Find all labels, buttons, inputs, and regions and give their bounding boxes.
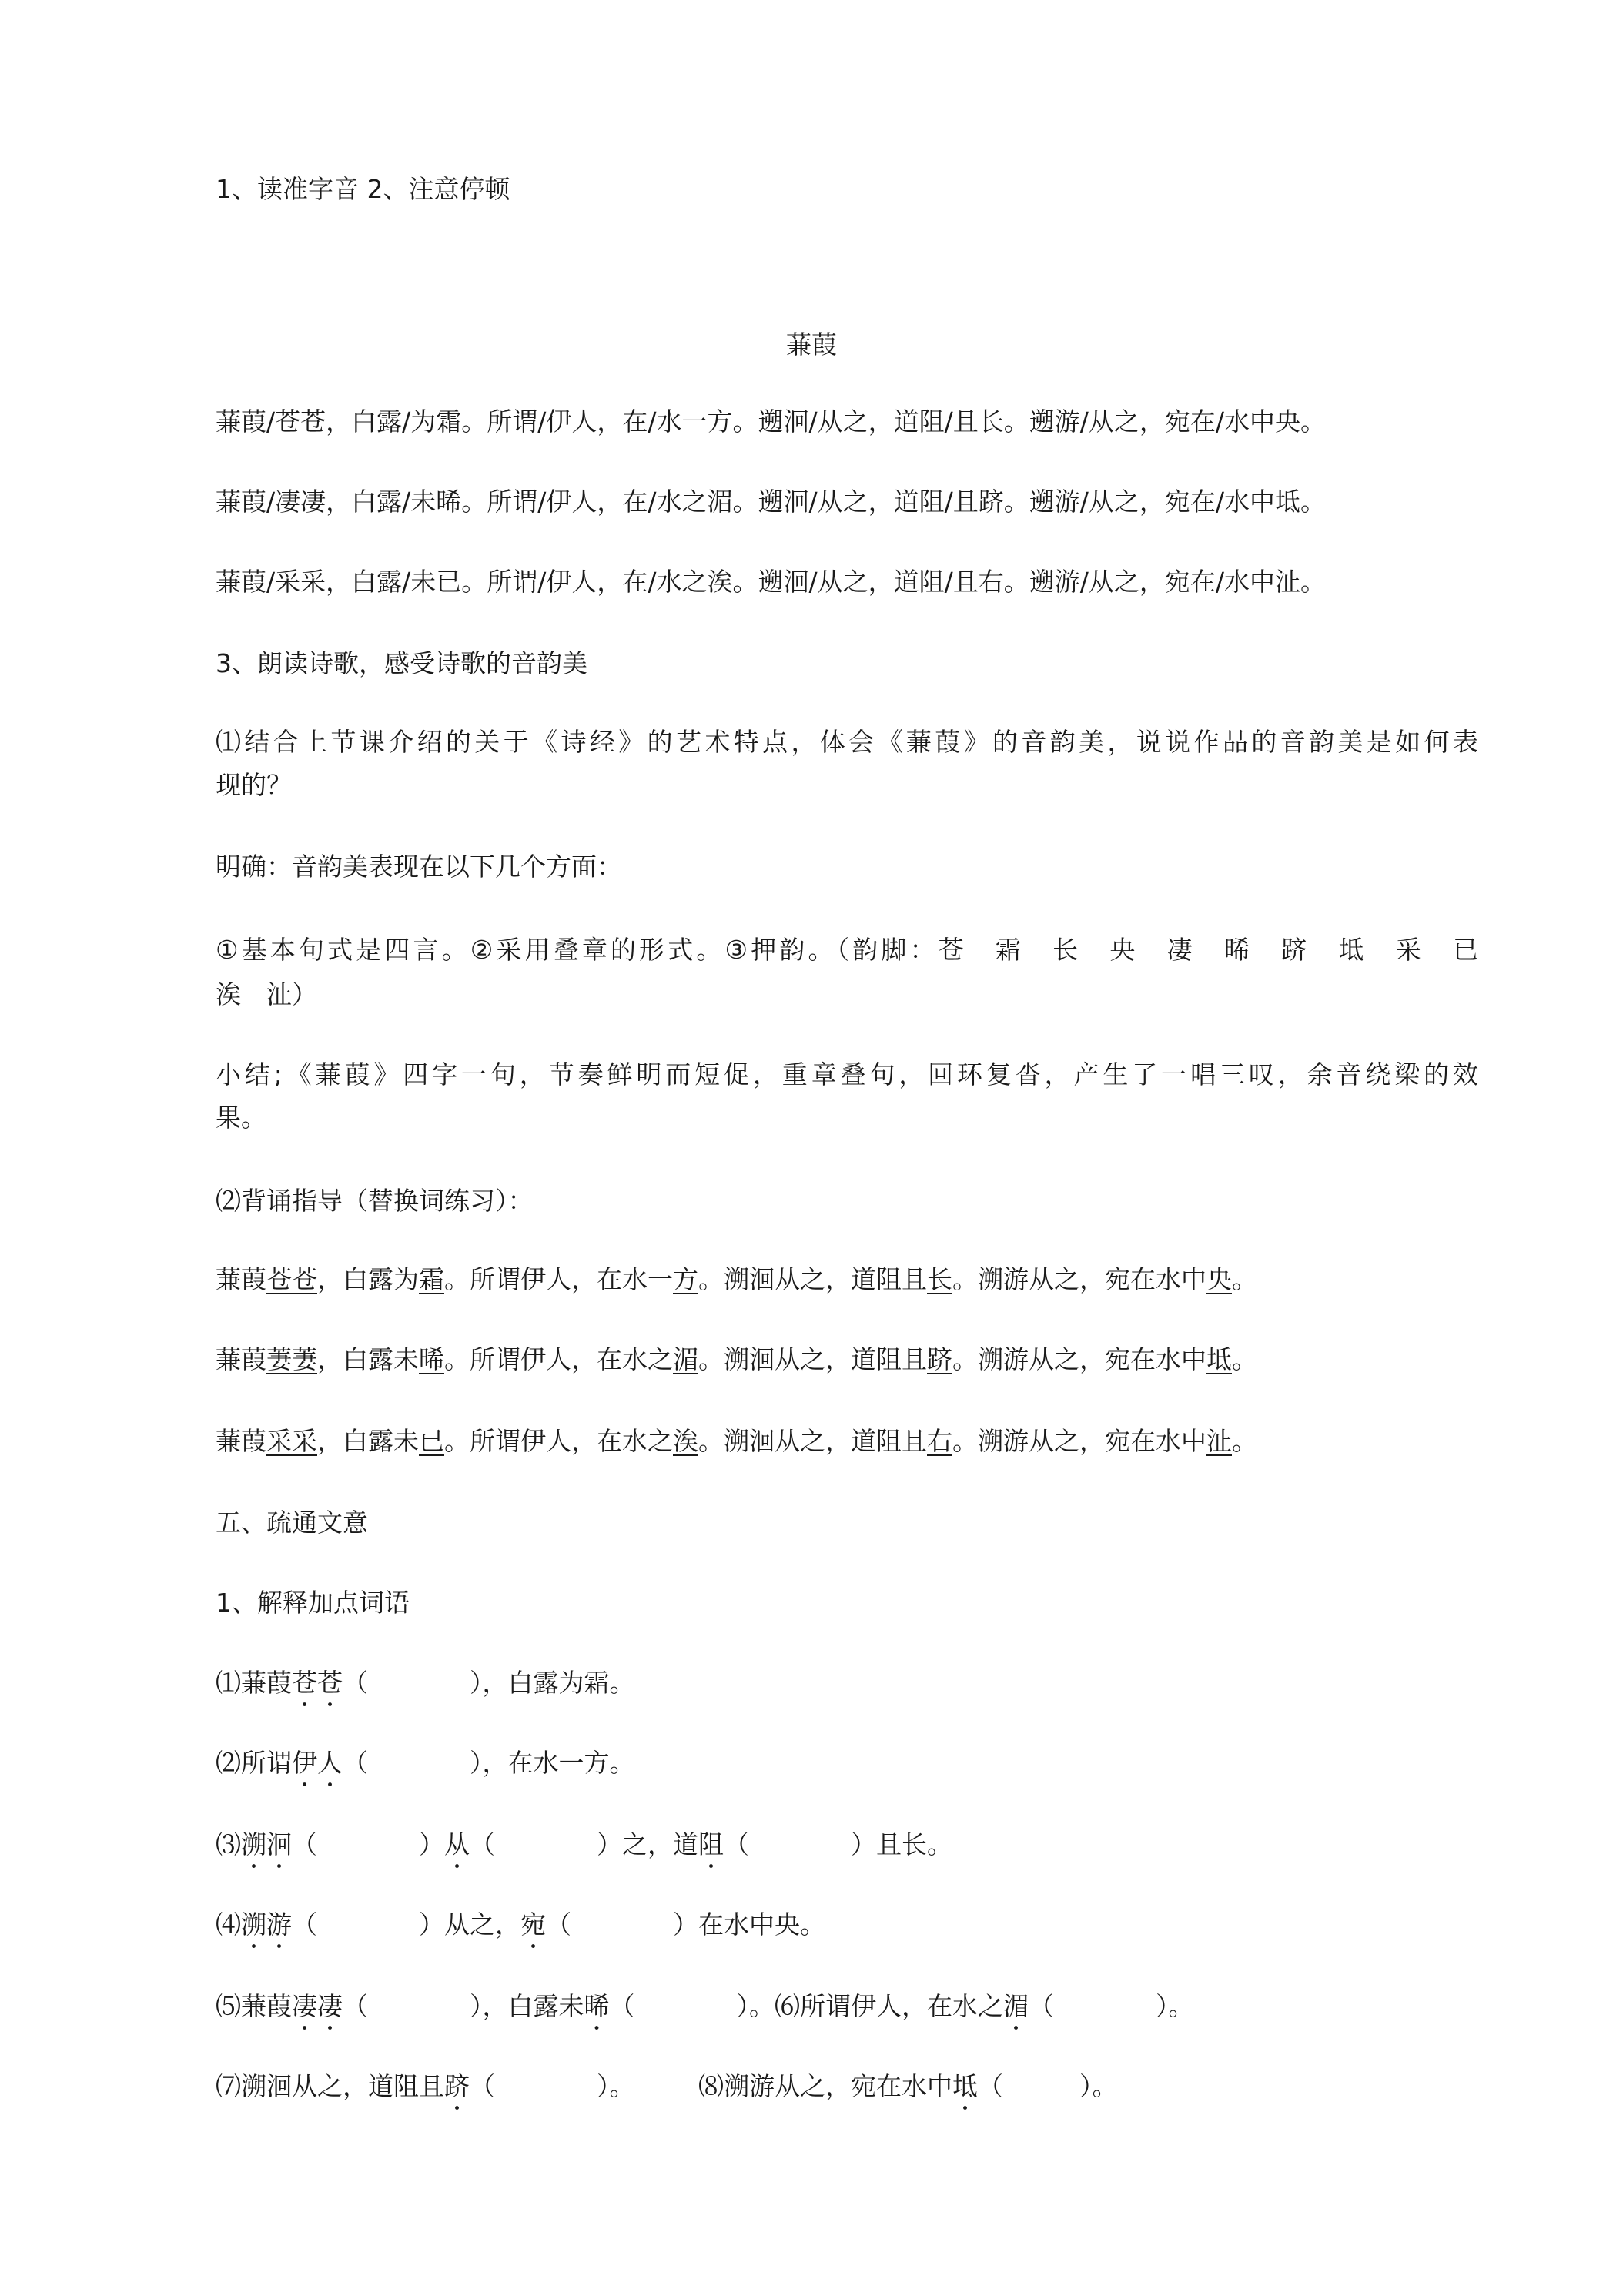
rhyme-word: 晞 [419,1344,444,1374]
poem-pause-line-3: 蒹葭/采采，白露/未已。所谓/伊人，在/水之涘。遡洄/从之，道阻/且右。遡游/从之，宛在/水中沚。 [216,567,1326,597]
exercise-7-8 [216,2071,1478,2117]
rhyme-word: 已 [419,1426,444,1456]
text-run: （ ）。 ⑻溯游从之，宛在水中 [470,2071,952,2101]
poem-title: 蒹葭 [786,330,837,360]
text-run: 。 [1232,1264,1257,1294]
text-run: ⑺溯洄从之，道阻且 [216,2071,444,2101]
rhyme-word: 坻 [1206,1344,1232,1374]
text-run: （ ）。 [1029,1991,1194,2021]
dotted-word: 跻 [444,2071,470,2101]
text-run: 。溯游从之，宛在水中 [952,1426,1206,1456]
text-run: 。所谓伊人，在水一 [444,1264,673,1294]
task3-heading: 3、朗读诗歌，感受诗歌的音韵美 [216,648,587,678]
text-run: ，白露未 [317,1344,419,1374]
text-run: （ ），白露未 [343,1991,584,2021]
text-run: ⑶ [216,1829,241,1859]
dotted-word: 坻 [952,2071,978,2101]
dotted-word: 伊人 [292,1748,343,1778]
text-run: 蒹葭 [216,1426,266,1456]
text-run: （ ）之，道 [470,1829,698,1859]
text-run: 。 [1232,1344,1257,1374]
text-run: 。溯游从之，宛在水中 [952,1264,1206,1294]
rhyme-word: 湄 [673,1344,698,1374]
substitution-word: 采采 [266,1426,317,1456]
summary-line1: 小结;《蒹葭》四字一句，节奏鲜明而短促，重章叠句，回环复沓，产生了一唱三叹，余音绕梁的效 [216,1059,1478,1089]
summary-line2: 果。 [216,1103,266,1133]
text-run: 。溯游从之，宛在水中 [952,1344,1206,1374]
rhyme-word: 跻 [927,1344,952,1374]
question1-line2: 现的？ [216,770,292,800]
text-run: 蒹葭 [216,1264,266,1294]
clarify-text: 明确：音韵美表现在以下几个方面： [216,852,622,882]
text-run: （ ） [292,1829,444,1859]
rhyme-word: 右 [927,1426,952,1456]
section5-heading: 五、疏通文意 [216,1508,368,1538]
rhyme-word: 涘 [673,1426,698,1456]
reading-tasks-line: 1、读准字音 2、注意停顿 [216,174,510,204]
recite-line-2 [216,1344,1478,1375]
text-run: 。 [1232,1426,1257,1456]
recite-line-3 [216,1426,1478,1457]
text-run: ，白露为 [317,1264,419,1294]
text-run: 蒹葭 [216,1344,266,1374]
text-run: 。所谓伊人，在水之 [444,1426,673,1456]
text-run: ⑴蒹葭 [216,1668,292,1698]
text-run: （ ）且长。 [724,1829,952,1859]
text-run: 。溯洄从之，道阻且 [698,1344,927,1374]
poem-pause-line-1: 蒹葭/苍苍，白露/为霜。所谓/伊人，在/水一方。遡洄/从之，道阻/且长。遡游/从之，宛在/水中央。 [216,407,1326,437]
text-run: （ ）。⑹所谓伊人，在水之 [609,1991,1003,2021]
sub1-heading: 1、解释加点词语 [216,1588,410,1618]
dotted-word: 苍苍 [292,1668,343,1698]
exercise-1 [216,1668,1478,1713]
text-run: 。溯洄从之，道阻且 [698,1426,927,1456]
rhyme-word: 方 [673,1264,698,1294]
rhyme-points-line2: 涘 沚） [216,979,317,1009]
dotted-word: 湄 [1003,1991,1029,2021]
dotted-word: 从 [444,1829,470,1859]
rhyme-word: 央 [1206,1264,1232,1294]
text-run: ⑷ [216,1909,241,1940]
dotted-word: 晞 [584,1991,610,2021]
text-run: （ ）。 [978,2071,1118,2101]
rhyme-word: 霜 [419,1264,444,1294]
dotted-word: 溯游 [241,1909,292,1940]
poem-pause-line-2: 蒹葭/凄凄，白露/未晞。所谓/伊人，在/水之湄。遡洄/从之，道阻/且跻。遡游/从之，宛在/水中坻。 [216,487,1326,517]
text-run: 。所谓伊人，在水之 [444,1344,673,1374]
dotted-word: 阻 [698,1829,724,1859]
rhyme-word: 沚 [1206,1426,1232,1456]
text-run: （ ），白露为霜。 [343,1668,635,1698]
text-run: 。溯洄从之，道阻且 [698,1264,927,1294]
substitution-word: 萋萋 [266,1344,317,1374]
text-run: ⑸蒹葭 [216,1991,292,2021]
dotted-word: 溯洄 [241,1829,292,1859]
substitution-word: 苍苍 [266,1264,317,1294]
recite-line-1 [216,1264,1478,1295]
exercise-4 [216,1909,1478,1955]
text-run: ⑵所谓 [216,1748,292,1778]
text-run: （ ）从之， [292,1909,520,1940]
rhyme-points-line1: ①基本句式是四言。②采用叠章的形式。③押韵。（韵脚：苍 霜 长 央 凄 晞 跻 坻 采 已 [216,935,1478,965]
text-run: ，白露未 [317,1426,419,1456]
exercise-5-6 [216,1991,1478,2037]
question2-heading: ⑵背诵指导（替换词练习）： [216,1186,534,1216]
rhyme-word: 长 [927,1264,952,1294]
text-run: （ ）在水中央。 [546,1909,825,1940]
dotted-word: 宛 [520,1909,546,1940]
question1-line1: ⑴结合上节课介绍的关于《诗经》的艺术特点，体会《蒹葭》的音韵美，说说作品的音韵美是如何表 [216,727,1478,757]
exercise-2 [216,1748,1478,1793]
exercise-3 [216,1829,1478,1875]
dotted-word: 凄凄 [292,1991,343,2021]
text-run: （ ），在水一方。 [343,1748,635,1778]
